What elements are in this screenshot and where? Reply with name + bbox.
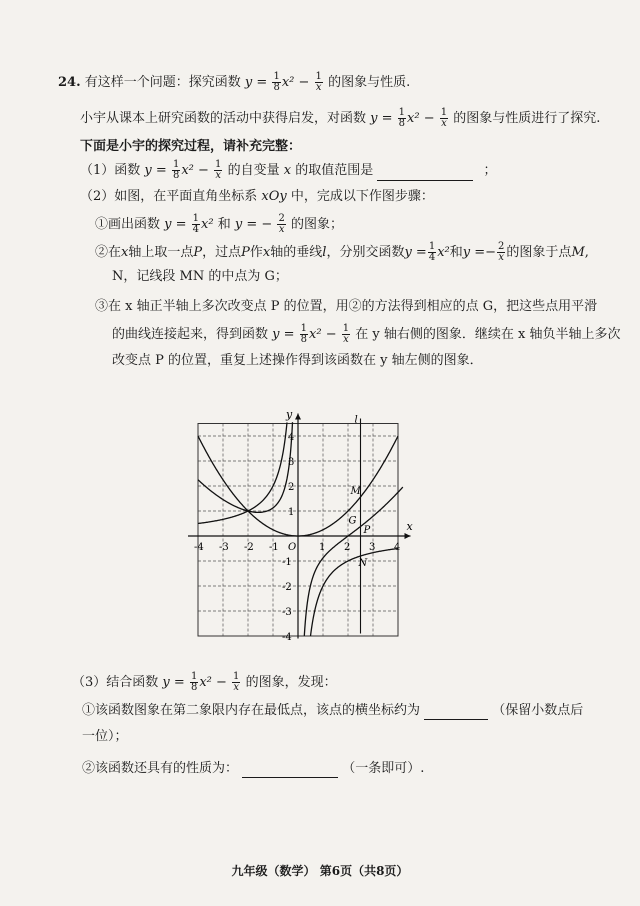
fraction-1-x: $\frac{1}{x}$ [215, 159, 222, 181]
question-number: 24. [58, 75, 81, 90]
formula-y: y = [234, 217, 258, 232]
fraction-2-x: $\frac{2}{x}$ [278, 213, 285, 235]
formula-y: y = [144, 163, 167, 178]
x-tick-label: 1 [319, 542, 326, 553]
var-x: x [121, 245, 129, 260]
x-tick-label: -2 [244, 542, 254, 553]
q1-text-c: 的取值范围是 [295, 163, 374, 178]
y-tick-label: -2 [282, 582, 292, 593]
y-tick-label: 1 [288, 507, 295, 518]
q3-a: （3）结合函数 [72, 675, 159, 690]
fraction-1-4: $\frac{1}{4}$ [192, 213, 200, 235]
xOy: xOy [261, 189, 287, 204]
minus-sign: − [198, 163, 209, 178]
q3-ii-a: ②该函数还具有的性质为： [82, 761, 239, 776]
minus-sign: − [216, 675, 227, 690]
intro-text: 有这样一个问题：探究函数 [84, 75, 241, 90]
x-axis-arrow [405, 533, 411, 539]
y-tick-label: 4 [288, 432, 295, 443]
sub-question-1 [80, 160, 497, 181]
fraction-1-8: $\frac{1}{8}$ [190, 671, 198, 693]
label-m: M [350, 486, 361, 497]
formula-y: y = [164, 217, 187, 232]
y-tick-label: -3 [282, 607, 292, 618]
label-n: N [358, 558, 368, 569]
q3-item-1-line-2: 一位）； [82, 729, 128, 744]
formula-y: y = [370, 111, 393, 126]
target-curve-right [304, 487, 403, 636]
fraction-1-8: $\frac{1}{8}$ [300, 323, 308, 345]
graph-labels [194, 408, 414, 643]
x-squared: x² [281, 75, 295, 90]
question-intro [58, 72, 410, 93]
x-squared: x² [437, 245, 450, 260]
minus-sign: − [485, 245, 497, 260]
step-1 [95, 214, 343, 235]
paragraph-1 [80, 108, 600, 129]
intro-text-end: 的图象与性质. [328, 75, 411, 90]
s3-b: 在 y 轴右侧的图象．继续在 x 轴负半轴上多次 [355, 327, 621, 342]
s2-c: ，过点 [202, 245, 242, 260]
answer-blank-1[interactable] [377, 166, 473, 181]
s2-d: 作 [249, 245, 263, 260]
x-squared: x² [309, 327, 322, 342]
curves [198, 419, 403, 637]
minus-sign: − [325, 327, 337, 342]
y-axis-label: y [286, 408, 293, 421]
s1-and: 和 [217, 217, 231, 232]
answer-blank-3[interactable] [242, 763, 338, 778]
s2-g: 和 [449, 245, 463, 260]
q1-end: ； [483, 163, 497, 178]
y-tick-label: -1 [282, 557, 292, 568]
hyperbola-right-branch [311, 549, 399, 637]
page-footer: 九年级（数学） 第6页（共8页） [231, 864, 409, 878]
line-l: l [322, 245, 327, 260]
minus-sign: − [261, 217, 273, 232]
point-p: P [193, 245, 203, 260]
label-g: G [348, 515, 357, 527]
s2-h: 的图象于点 [506, 245, 572, 260]
q1-text-b: 的自变量 [227, 163, 280, 178]
step-2-line-2: N，记线段 MN 的中点为 G； [112, 269, 288, 284]
fraction-1-x: $\frac{1}{x}$ [440, 107, 448, 129]
q3-i-a: ①该函数图象在第二象限内存在最低点，该点的横坐标约为 [82, 703, 421, 718]
formula-y: y = [162, 675, 185, 690]
fraction-1-8: $\frac{1}{8}$ [172, 159, 180, 181]
answer-blank-2[interactable] [424, 705, 488, 720]
coordinate-graph [170, 388, 460, 650]
fraction-1-x: $\frac{1}{x}$ [342, 323, 350, 345]
q3-item-1 [82, 702, 583, 720]
s1-text: ①画出函数 [95, 217, 161, 232]
p1-text-end: 的图象与性质进行了探究. [453, 111, 601, 126]
s1-end: 的图象； [290, 217, 343, 232]
q3-i-b: （保留小数点后 [492, 703, 584, 718]
point-p: P [241, 245, 250, 260]
var-x: x [262, 245, 271, 260]
y-tick-label: 3 [288, 457, 295, 468]
y-axis-arrow [295, 414, 301, 420]
fraction-1-8: $\frac{1}{8}$ [273, 71, 280, 93]
y-tick-label: -4 [282, 632, 292, 643]
formula-y: y = [404, 245, 427, 260]
hyperbola-left-branch [198, 422, 287, 523]
lead-text: 下面是小宇的探究过程，请补充完整： [80, 139, 302, 154]
minus-sign: − [298, 75, 310, 90]
step-2: ②在x轴上取一点P，过点P作x轴的垂线l，分别交函数y = $\frac{1}{4}$ x²和y =− $\frac{2}{x}$ 的图象于点M, [95, 241, 589, 263]
minus-sign: − [423, 111, 435, 126]
s2-f: ，分别交函数 [326, 245, 405, 260]
label-p: P [363, 525, 371, 536]
fraction-1-x: $\frac{1}{x}$ [233, 671, 240, 693]
p1-text: 小宇从课本上研究函数的活动中获得启发，对函数 [80, 111, 367, 126]
formula-y: y = [462, 245, 486, 260]
q3-item-2 [82, 760, 424, 778]
point-m: M [571, 245, 585, 260]
axes [188, 414, 411, 639]
x-squared: x² [181, 163, 194, 178]
q3-b: 的图象，发现： [245, 675, 337, 690]
x-tick-label: O [288, 542, 297, 553]
step-3-line-2 [112, 324, 621, 345]
s2-a: ②在 [95, 245, 122, 260]
x-tick-label: -4 [194, 542, 204, 553]
q3-ii-b: （一条即可）. [342, 761, 425, 776]
x-tick-label: 4 [394, 542, 401, 553]
step-3-line-3: 改变点 P 的位置，重复上述操作得到该函数在 y 轴左侧的图象． [112, 353, 483, 368]
q2-tail: 中，完成以下作图步骤： [290, 189, 434, 204]
s2-e: 轴的垂线 [270, 245, 323, 260]
label-l: l [354, 414, 358, 426]
fraction-1-4: $\frac{1}{4}$ [428, 241, 436, 263]
fraction-1-x: $\frac{1}{x}$ [315, 71, 322, 93]
q2-head: （2）如图，在平面直角坐标系 [80, 189, 258, 204]
var-x: x [283, 163, 292, 178]
x-tick-label: 3 [369, 542, 376, 553]
x-tick-label: -1 [269, 542, 279, 553]
x-tick-label: -3 [219, 542, 229, 553]
q1-text: （1）函数 [80, 163, 141, 178]
x-squared: x² [407, 111, 420, 126]
y-tick-label: 2 [288, 482, 295, 493]
s2-b: 轴上取一点 [128, 245, 194, 260]
formula-y: y = [272, 327, 295, 342]
x-squared: x² [199, 675, 212, 690]
s3-a: 的曲线连接起来，得到函数 [112, 327, 269, 342]
step-3-line-1: ③在 x 轴正半轴上多次改变点 P 的位置，用②的方法得到相应的点 G，把这些点用平滑 [95, 299, 598, 314]
x-squared: x² [201, 217, 214, 232]
x-axis-label: x [406, 520, 413, 533]
x-tick-label: 2 [344, 542, 351, 553]
sub-question-2 [80, 188, 434, 206]
sub-question-3 [72, 672, 337, 693]
fraction-2-x: $\frac{2}{x}$ [498, 241, 505, 263]
fraction-1-8: $\frac{1}{8}$ [398, 107, 406, 129]
formula-y: y = [244, 75, 268, 90]
